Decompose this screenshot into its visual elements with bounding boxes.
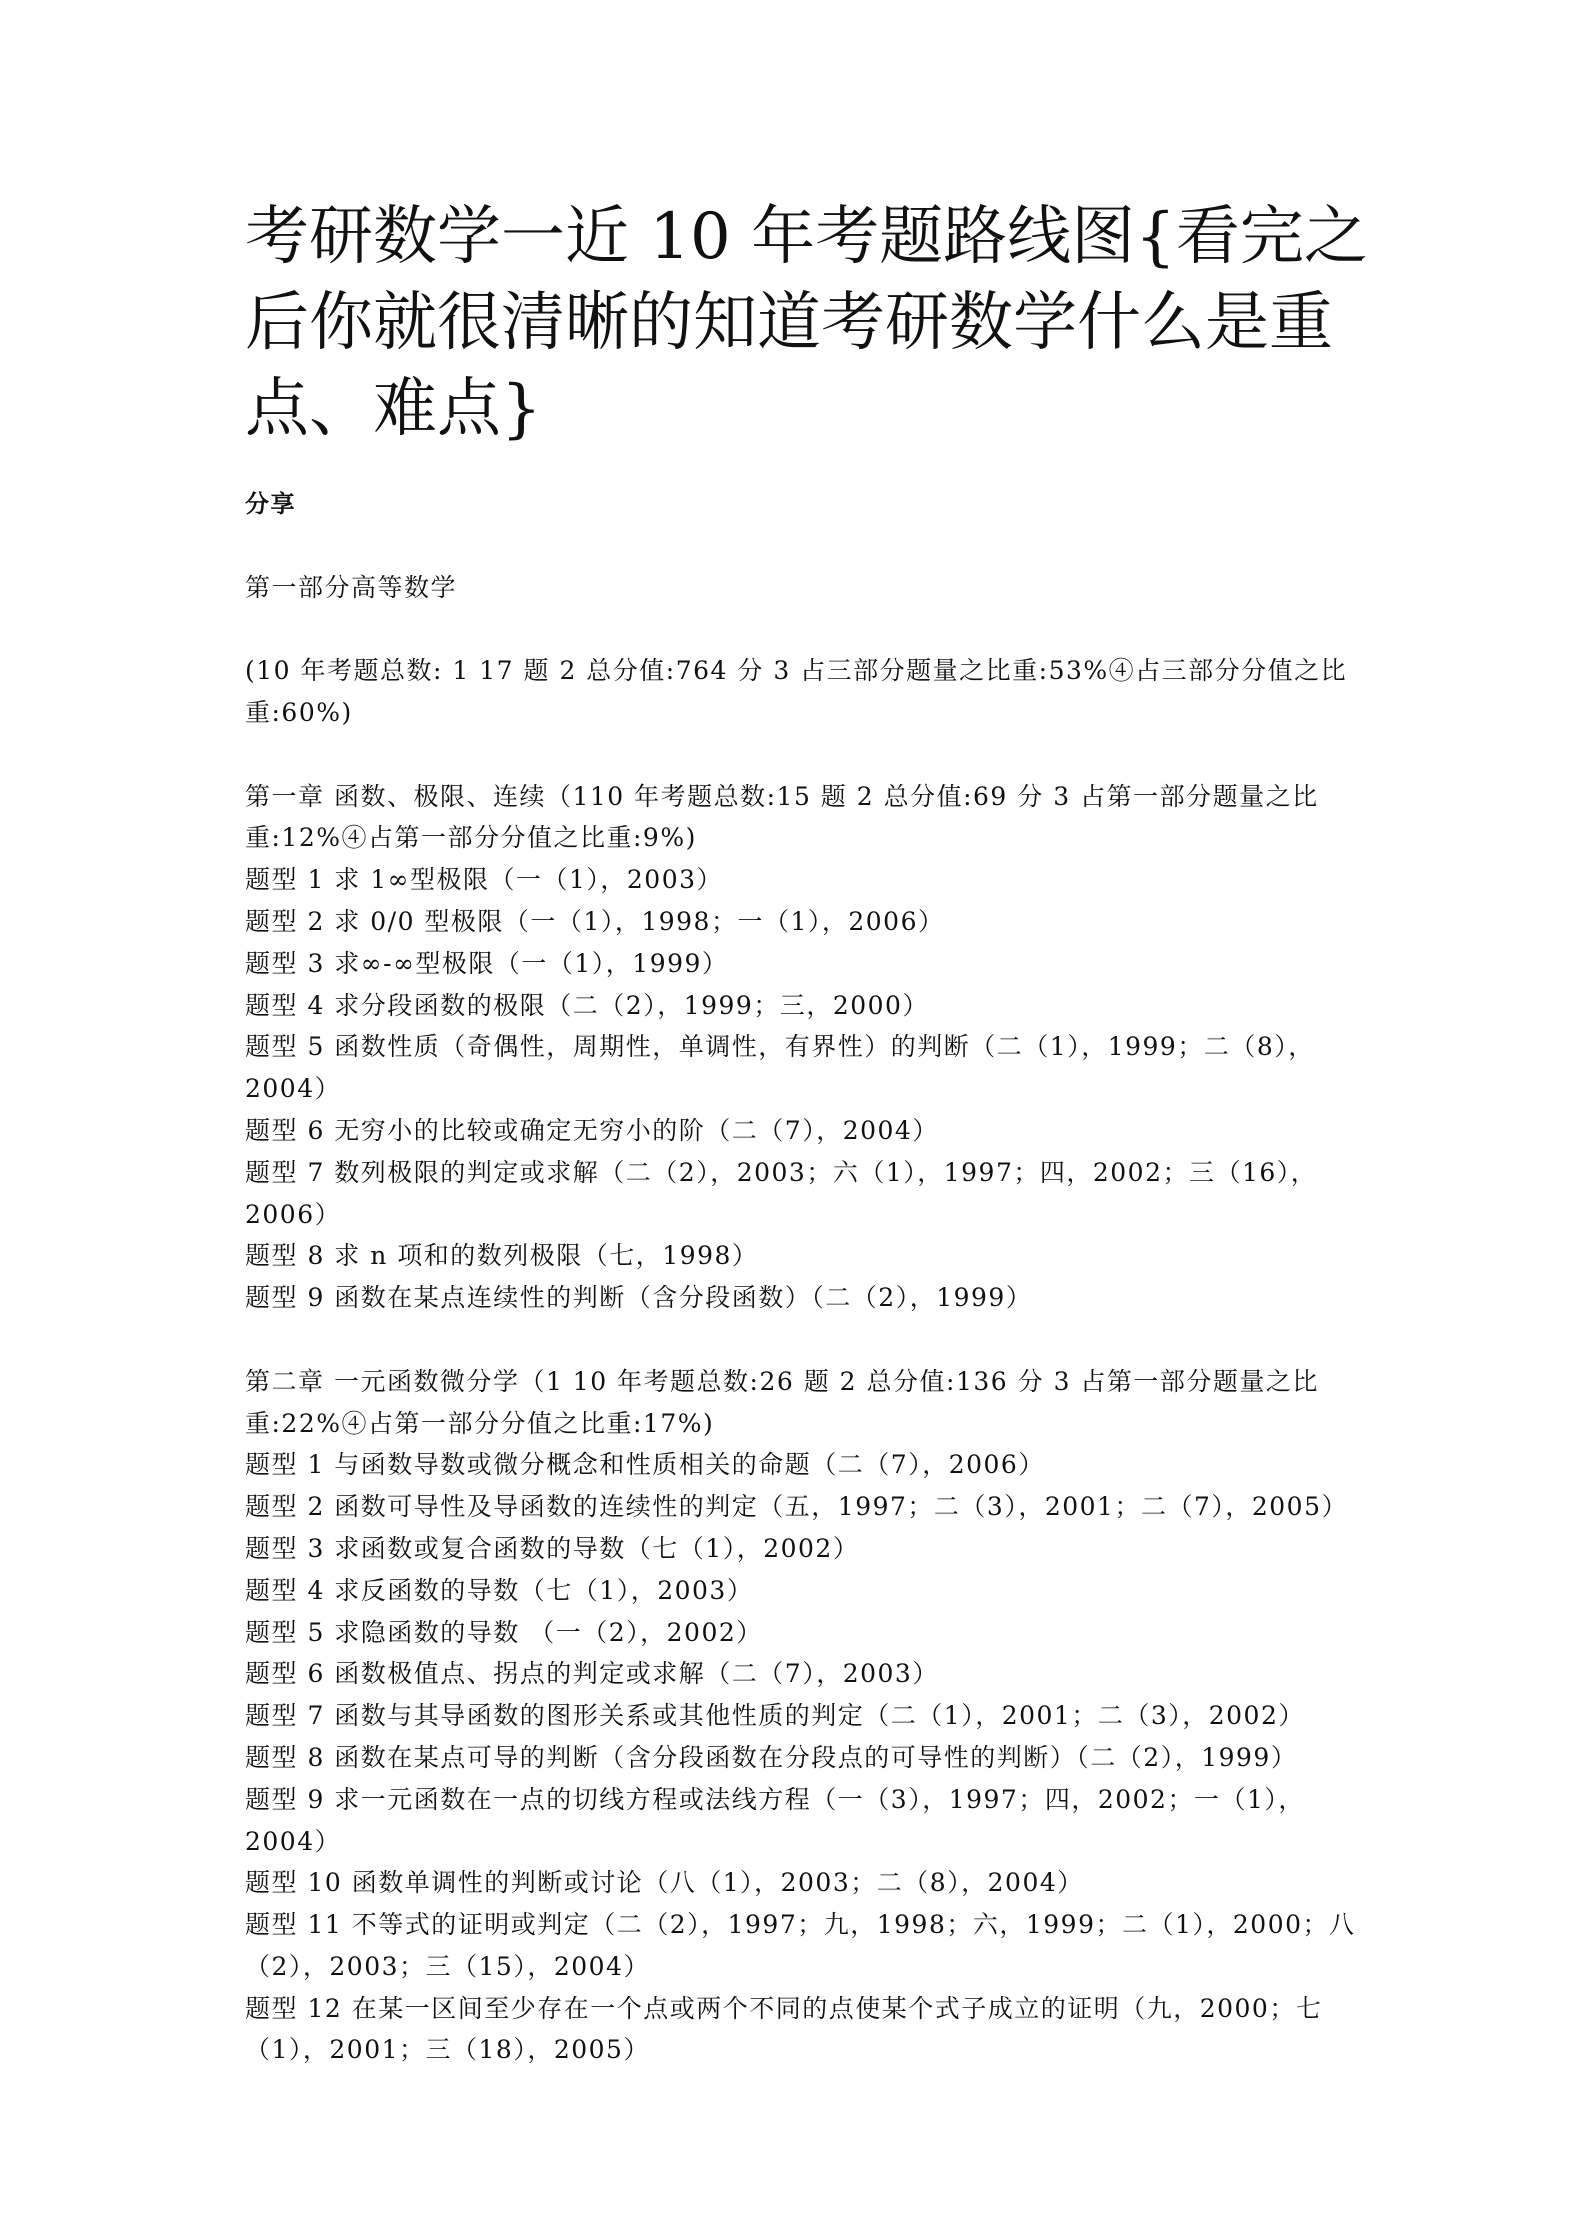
chapter-heading-line: 第一章 函数、极限、连续（110 年考题总数:15 题 2 总分值:69 分 3 占第一部分题量之比 [245, 781, 1319, 811]
part-heading [245, 567, 1365, 609]
chapter-heading-line: 重:12%④占第一部分分值之比重:9%) [245, 823, 697, 853]
intro-line: 重:60%) [245, 697, 353, 727]
question-type-line: 题型 12 在某一区间至少存在一个点或两个不同的点使某个式子成立的证明（九，2000；七 [245, 1993, 1323, 2023]
question-type-line: 题型 1 与函数导数或微分概念和性质相关的命题（二（7），2006） [245, 1450, 1045, 1480]
title-line: 后你就很清晰的知道考研数学什么是重 [245, 286, 1333, 360]
question-type-line: 2004） [245, 1826, 342, 1856]
question-type-line: 题型 5 求隐函数的导数 （一（2），2002） [245, 1617, 763, 1647]
intro-line: (10 年考题总数: 1 17 题 2 总分值:764 分 3 占三部分题量之比重:53%④占三部分分值之比 [245, 656, 1348, 686]
question-type-line: （2），2003；三（15），2004） [245, 1951, 650, 1981]
chapter-1 [245, 776, 1365, 1319]
question-type-line: 题型 2 求 0/0 型极限（一（1），1998；一（1），2006） [245, 906, 945, 936]
question-type-line: 题型 5 函数性质（奇偶性，周期性，单调性，有界性）的判断（二（1），1999；二（8）， [245, 1032, 1315, 1062]
question-type-line: （1），2001；三（18），2005） [245, 2035, 650, 2065]
question-type-line: 题型 2 函数可导性及导函数的连续性的判定（五，1997；二（3），2001；二（7），2005） [245, 1492, 1348, 1522]
question-type-line: 题型 7 数列极限的判定或求解（二（2），2003；六（1），1997；四，2002；三（16）， [245, 1157, 1318, 1187]
share-section [245, 483, 1365, 525]
question-type-line: 题型 3 求函数或复合函数的导数（七（1），2002） [245, 1533, 860, 1563]
question-type-line: 题型 8 求 n 项和的数列极限（七，1998） [245, 1241, 759, 1271]
share-link[interactable]: 分享 [245, 489, 296, 518]
question-type-line: 题型 4 求反函数的导数（七（1），2003） [245, 1575, 754, 1605]
title-line: 考研数学一近 10 年考题路线图{看完之 [245, 200, 1368, 274]
question-type-line: 题型 9 函数在某点连续性的判断（含分段函数）（二（2），1999） [245, 1283, 1033, 1313]
question-type-line: 题型 6 无穷小的比较或确定无穷小的阶（二（7），2004） [245, 1115, 939, 1145]
question-type-line: 题型 10 函数单调性的判断或讨论（八（1），2003；二（8），2004） [245, 1868, 1084, 1898]
title-line: 点、难点} [245, 372, 542, 446]
question-type-line: 题型 3 求∞-∞型极限（一（1），1999） [245, 948, 729, 978]
question-type-line: 题型 8 函数在某点可导的判断（含分段函数在分段点的可导性的判断）（二（2），1999） [245, 1742, 1298, 1772]
document-body [245, 483, 1365, 2071]
question-type-line: 题型 11 不等式的证明或判定（二（2），1997；九，1998；六，1999；二（1），2000；八 [245, 1910, 1356, 1940]
part-title: 第一部分高等数学 [245, 572, 458, 602]
chapter-2 [245, 1361, 1365, 2072]
question-type-line: 题型 7 函数与其导函数的图形关系或其他性质的判定（二（1），2001；二（3），2002） [245, 1701, 1305, 1731]
part-intro [245, 650, 1365, 734]
question-type-line: 2004） [245, 1074, 342, 1104]
chapter-heading-line: 第二章 一元函数微分学（1 10 年考题总数:26 题 2 总分值:136 分 3 占第一部分题量之比 [245, 1366, 1319, 1396]
document-title [245, 194, 1368, 452]
chapter-heading-line: 重:22%④占第一部分分值之比重:17%) [245, 1408, 715, 1438]
question-type-line: 题型 4 求分段函数的极限（二（2），1999；三，2000） [245, 990, 929, 1020]
question-type-line: 题型 1 求 1∞型极限（一（1），2003） [245, 865, 724, 895]
question-type-line: 题型 6 函数极值点、拐点的判定或求解（二（7），2003） [245, 1659, 939, 1689]
question-type-line: 2006） [245, 1199, 342, 1229]
question-type-line: 题型 9 求一元函数在一点的切线方程或法线方程（一（3），1997；四，2002；一（1）， [245, 1784, 1305, 1814]
